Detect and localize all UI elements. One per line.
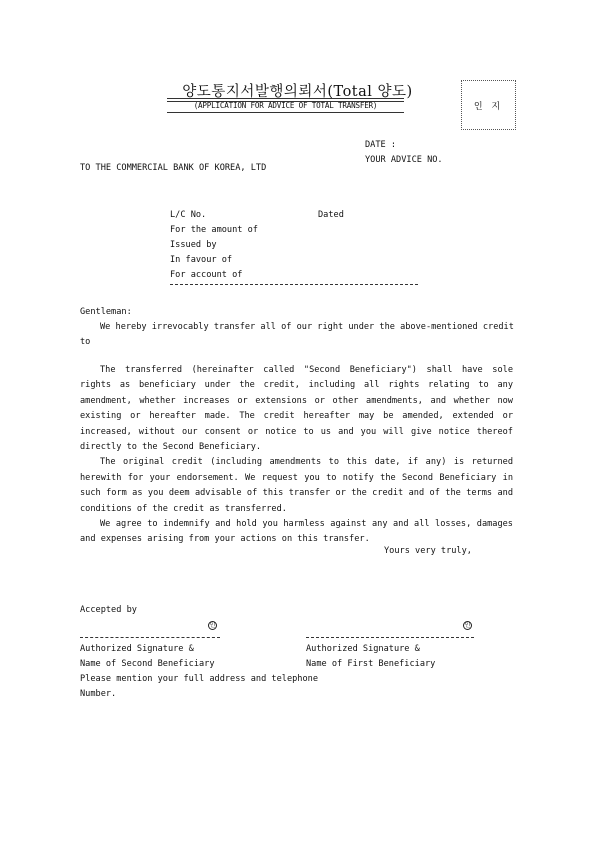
addressee: TO THE COMMERCIAL BANK OF KOREA, LTD: [80, 163, 267, 173]
original-credit-paragraph: The original credit (including amendments to this date, if any) is returned herewith for your endorsement. We request you to notify the Second Beneficiary in such form as you deem advisable of this transfer or the credit and of the terms and conditions of the credit as transferred.: [80, 457, 513, 514]
lc-no-label: L/C No.: [170, 210, 207, 220]
document-subtitle: (APPLICATION FOR ADVICE OF TOTAL TRANSFER): [193, 101, 378, 110]
second-beneficiary-paragraph: The transferred (hereinafter called "Second Beneficiary") shall have sole rights as beneficiary under the credit, including all rights relating to any amendment, whether increases or extensions or other amendments, and whether now existing or hereafter made. The credit hereafter may be amended, extended or increased, without our consent or notice to us and you will give notice thereof directly to the Second Beneficiary.: [80, 365, 513, 453]
accepted-by-label: Accepted by: [80, 605, 137, 615]
document-title: 양도통지서발행의뢰서(Total 양도): [182, 84, 413, 100]
seal-mark-left-icon: 인: [209, 622, 216, 629]
revenue-stamp-label: 인 지: [473, 101, 504, 112]
left-signature-label-1: Authorized Signature &: [80, 644, 194, 654]
subtitle-underline: [167, 112, 404, 113]
indemnity-paragraph: We agree to indemnify and hold you harmless against any and all losses, damages and expenses arising from your actions on this transfer.: [80, 519, 513, 545]
right-signature-label-1: Authorized Signature &: [306, 644, 420, 654]
in-favour-label: In favour of: [170, 255, 233, 265]
advice-no-label: YOUR ADVICE NO.: [365, 155, 443, 165]
address-note-line2: Number.: [80, 689, 117, 699]
left-signature-label-2: Name of Second Beneficiary: [80, 659, 215, 669]
revenue-stamp-box: [461, 80, 516, 130]
address-note-line1: Please mention your full address and telephone: [80, 674, 318, 684]
transfer-statement-line1: We hereby irrevocably transfer all of our right under the above-mentioned credit: [100, 322, 514, 332]
right-signature-label-2: Name of First Beneficiary: [306, 659, 436, 669]
body-paragraphs: [80, 363, 513, 548]
issued-by-label: Issued by: [170, 240, 217, 250]
form-rule: [170, 284, 418, 285]
closing: Yours very truly,: [384, 546, 472, 556]
salutation: Gentleman:: [80, 307, 132, 317]
first-beneficiary-signature-line: [306, 637, 474, 638]
account-of-label: For account of: [170, 270, 243, 280]
title-underline-top: [167, 98, 404, 99]
date-label: DATE :: [365, 140, 397, 150]
seal-mark-right-icon: 인: [464, 622, 471, 629]
amount-label: For the amount of: [170, 225, 258, 235]
dated-label: Dated: [318, 210, 344, 220]
transfer-statement-line2: to: [80, 337, 91, 347]
second-beneficiary-signature-line: [80, 637, 220, 638]
